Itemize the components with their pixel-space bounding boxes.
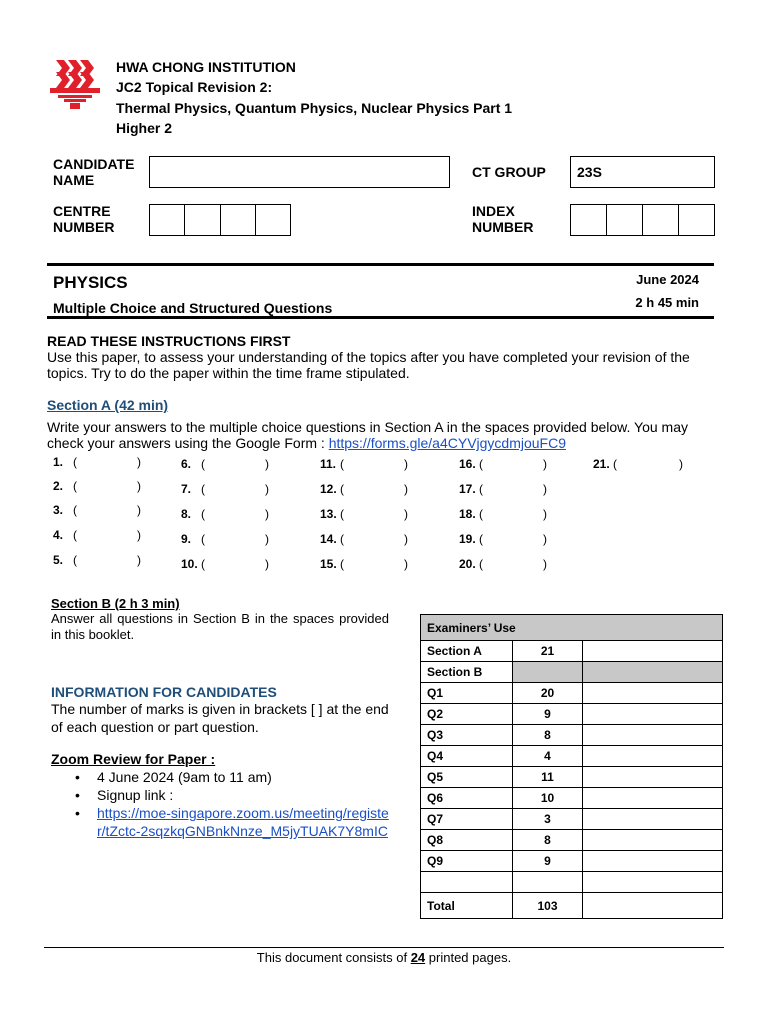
mcq-question-number: 7. — [181, 482, 192, 496]
mcq-answer-slot[interactable] — [593, 457, 683, 471]
mcq-answer-brackets: ( ) — [201, 532, 269, 546]
examiners-row-score[interactable] — [583, 872, 723, 893]
zoom-bullet-link: • https://moe-singapore.zoom.us/meeting/register/tZctc-2sqzkqGNBnkNnze_M5jyTUAK7Y8mIC — [75, 804, 395, 840]
zoom-signup-link[interactable]: https://moe-singapore.zoom.us/meeting/register/tZctc-2sqzkqGNBnkNnze_M5jyTUAK7Y8mIC — [97, 805, 389, 839]
level-title: Higher 2 — [116, 120, 173, 136]
examiners-use-table — [420, 614, 723, 919]
mcq-question-number: 17. — [459, 482, 476, 496]
examiners-row — [421, 893, 723, 919]
mcq-answer-slot[interactable] — [459, 482, 547, 496]
examiners-row-score[interactable] — [583, 683, 723, 704]
examiners-row-marks: 9 — [513, 851, 583, 872]
mcq-answer-brackets: ( ) — [340, 507, 408, 521]
institution-name: HWA CHONG INSTITUTION — [116, 59, 296, 75]
examiners-row — [421, 746, 723, 767]
examiners-row-marks: 8 — [513, 830, 583, 851]
candidate-name-field[interactable] — [149, 156, 450, 188]
examiners-row-score[interactable] — [583, 809, 723, 830]
examiners-row-label: Q4 — [421, 746, 513, 767]
footer-text: This document consists of 24 printed pages. — [256, 950, 512, 965]
examiners-row-label: Q5 — [421, 767, 513, 788]
mcq-answer-brackets: ( ) — [201, 557, 269, 571]
mcq-answer-slot[interactable] — [459, 457, 547, 471]
examiners-row-label: Q7 — [421, 809, 513, 830]
examiners-row-marks: 9 — [513, 704, 583, 725]
examiners-row-marks: 10 — [513, 788, 583, 809]
mcq-answer-brackets: ( ) — [73, 503, 141, 517]
section-b-text: Answer all questions in Section B in the spaces provided in this booklet. — [51, 611, 389, 642]
mcq-answer-slot[interactable] — [181, 507, 269, 521]
mcq-answer-slot[interactable] — [320, 482, 408, 496]
examiners-row — [421, 683, 723, 704]
paper-subtitle: Multiple Choice and Structured Questions — [53, 300, 333, 316]
mcq-answer-slot[interactable] — [53, 455, 141, 469]
mcq-answer-brackets: ( ) — [201, 507, 269, 521]
examiners-row — [421, 641, 723, 662]
mcq-question-number: 18. — [459, 507, 476, 521]
mcq-answer-slot[interactable] — [181, 532, 269, 546]
examiners-row-score[interactable] — [583, 851, 723, 872]
examiners-row-score[interactable] — [583, 725, 723, 746]
mcq-answer-brackets: ( ) — [340, 482, 408, 496]
mcq-answer-brackets: ( ) — [73, 528, 141, 542]
examiners-row-label: Q9 — [421, 851, 513, 872]
centre-number-label: CENTRE NUMBER — [53, 203, 115, 235]
mcq-question-number: 11. — [320, 457, 337, 471]
centre-number-field[interactable] — [149, 204, 291, 236]
examiners-row — [421, 809, 723, 830]
mcq-answer-slot[interactable] — [320, 457, 408, 471]
examiners-row-marks: 21 — [513, 641, 583, 662]
mcq-question-number: 1. — [53, 455, 64, 469]
mcq-question-number: 4. — [53, 528, 64, 542]
examiners-row — [421, 830, 723, 851]
mcq-answer-slot[interactable] — [53, 553, 141, 567]
examiners-row — [421, 788, 723, 809]
examiners-row-score[interactable] — [583, 641, 723, 662]
mcq-answer-brackets: ( ) — [201, 482, 269, 496]
candidate-name-label: CANDIDATE NAME — [53, 156, 135, 188]
zoom-bullet-signup: • Signup link : — [75, 787, 174, 803]
examiners-row — [421, 851, 723, 872]
paper-duration: 2 h 45 min — [635, 295, 699, 310]
examiners-row-score[interactable] — [583, 767, 723, 788]
mcq-question-number: 19. — [459, 532, 476, 546]
mcq-answer-slot[interactable] — [459, 532, 547, 546]
mcq-answer-slot[interactable] — [459, 557, 547, 571]
examiners-row-marks: 4 — [513, 746, 583, 767]
ct-group-field[interactable]: 23S — [570, 156, 715, 188]
mcq-answer-brackets: ( ) — [73, 479, 141, 493]
examiners-row-marks: 11 — [513, 767, 583, 788]
mcq-question-number: 2. — [53, 479, 64, 493]
mcq-answer-brackets: ( ) — [73, 553, 141, 567]
examiners-row-score[interactable] — [583, 788, 723, 809]
zoom-bullet-date: • 4 June 2024 (9am to 11 am) — [75, 769, 272, 785]
mcq-question-number: 16. — [459, 457, 476, 471]
mcq-answer-brackets: ( ) — [479, 507, 547, 521]
instructions-text: Use this paper, to assess your understanding of the topics after you have completed your revision of the topics. Try to do the paper within the time frame stipulated. — [47, 349, 690, 381]
zoom-heading: Zoom Review for Paper : — [51, 751, 216, 767]
subject-title: PHYSICS — [53, 273, 128, 292]
mcq-answer-brackets: ( ) — [340, 532, 408, 546]
examiners-row-score[interactable] — [583, 746, 723, 767]
ct-group-label: CT GROUP — [472, 164, 546, 180]
banner-bottom-rule — [47, 316, 714, 319]
topics-title: Thermal Physics, Quantum Physics, Nuclear Physics Part 1 — [116, 100, 513, 116]
revision-title: JC2 Topical Revision 2: — [116, 79, 273, 95]
examiners-row-label — [421, 872, 513, 893]
mcq-question-number: 9. — [181, 532, 192, 546]
mcq-answer-slot[interactable] — [320, 507, 408, 521]
mcq-question-number: 20. — [459, 557, 476, 571]
mcq-question-number: 10. — [181, 557, 198, 571]
mcq-answer-brackets: ( ) — [340, 557, 408, 571]
mcq-answer-brackets: ( ) — [340, 457, 408, 471]
mcq-answer-slot[interactable] — [53, 479, 141, 493]
examiners-row-score[interactable] — [583, 662, 723, 683]
mcq-question-number: 14. — [320, 532, 337, 546]
examiners-row-marks: 20 — [513, 683, 583, 704]
examiners-row-label: Q1 — [421, 683, 513, 704]
examiners-row-label: Section B — [421, 662, 513, 683]
mcq-answer-slot[interactable] — [320, 532, 408, 546]
index-number-label: INDEX NUMBER — [472, 203, 534, 235]
info-heading: INFORMATION FOR CANDIDATES — [51, 684, 277, 700]
examiners-row — [421, 704, 723, 725]
section-a-text: Write your answers to the multiple choice questions in Section A in the spaces provided below. You may check your answers using the Google Form : https://forms.gle/a4CYVjgycdmjouFC9 — [47, 419, 688, 451]
mcq-answer-slot[interactable] — [53, 528, 141, 542]
examiners-row — [421, 725, 723, 746]
info-text: The number of marks is given in brackets [ ] at the end of each question or part question. — [51, 701, 389, 735]
examiners-row — [421, 662, 723, 683]
instructions-heading: READ THESE INSTRUCTIONS FIRST — [47, 333, 291, 349]
examiners-row-marks — [513, 872, 583, 893]
banner-top-rule — [47, 263, 714, 266]
examiners-row — [421, 872, 723, 893]
mcq-question-number: 15. — [320, 557, 337, 571]
google-form-link[interactable]: https://forms.gle/a4CYVjgycdmjouFC9 — [328, 435, 567, 451]
mcq-answer-slot[interactable] — [181, 557, 269, 571]
examiners-row — [421, 767, 723, 788]
school-logo-icon — [46, 56, 104, 114]
index-number-field[interactable] — [570, 204, 715, 236]
mcq-answer-brackets: ( ) — [613, 457, 683, 471]
footer-rule — [44, 947, 724, 948]
mcq-answer-brackets: ( ) — [479, 457, 547, 471]
mcq-answer-slot[interactable] — [181, 457, 269, 471]
mcq-answer-slot[interactable] — [181, 482, 269, 496]
examiners-use-title: Examiners’ Use — [421, 615, 723, 641]
mcq-answer-brackets: ( ) — [479, 482, 547, 496]
mcq-answer-brackets: ( ) — [479, 557, 547, 571]
examiners-row-label: Q3 — [421, 725, 513, 746]
mcq-answer-brackets: ( ) — [479, 532, 547, 546]
mcq-answer-slot[interactable] — [53, 503, 141, 517]
mcq-question-number: 13. — [320, 507, 337, 521]
zoom-list — [75, 768, 395, 840]
examiners-row-marks: 8 — [513, 725, 583, 746]
mcq-question-number: 6. — [181, 457, 192, 471]
section-a-heading: Section A (42 min) — [47, 397, 169, 413]
mcq-question-number: 3. — [53, 503, 64, 517]
mcq-answer-brackets: ( ) — [201, 457, 269, 471]
section-b-heading: Section B (2 h 3 min) — [51, 596, 180, 611]
examiners-row-marks: 103 — [513, 893, 583, 919]
examiners-row-label: Q8 — [421, 830, 513, 851]
mcq-question-number: 12. — [320, 482, 337, 496]
mcq-question-number: 5. — [53, 553, 64, 567]
examiners-row-label: Section A — [421, 641, 513, 662]
mcq-answer-slot[interactable] — [459, 507, 547, 521]
examiners-row-label: Total — [421, 893, 513, 919]
examiners-row-marks — [513, 662, 583, 683]
examiners-row-score[interactable] — [583, 830, 723, 851]
examiners-row-marks: 3 — [513, 809, 583, 830]
mcq-question-number: 8. — [181, 507, 192, 521]
mcq-answer-slot[interactable] — [320, 557, 408, 571]
examiners-row-label: Q6 — [421, 788, 513, 809]
mcq-answer-brackets: ( ) — [73, 455, 141, 469]
examiners-row-label: Q2 — [421, 704, 513, 725]
paper-date: June 2024 — [636, 272, 699, 287]
mcq-question-number: 21. — [593, 457, 610, 471]
examiners-row-score[interactable] — [583, 893, 723, 919]
examiners-row-score[interactable] — [583, 704, 723, 725]
